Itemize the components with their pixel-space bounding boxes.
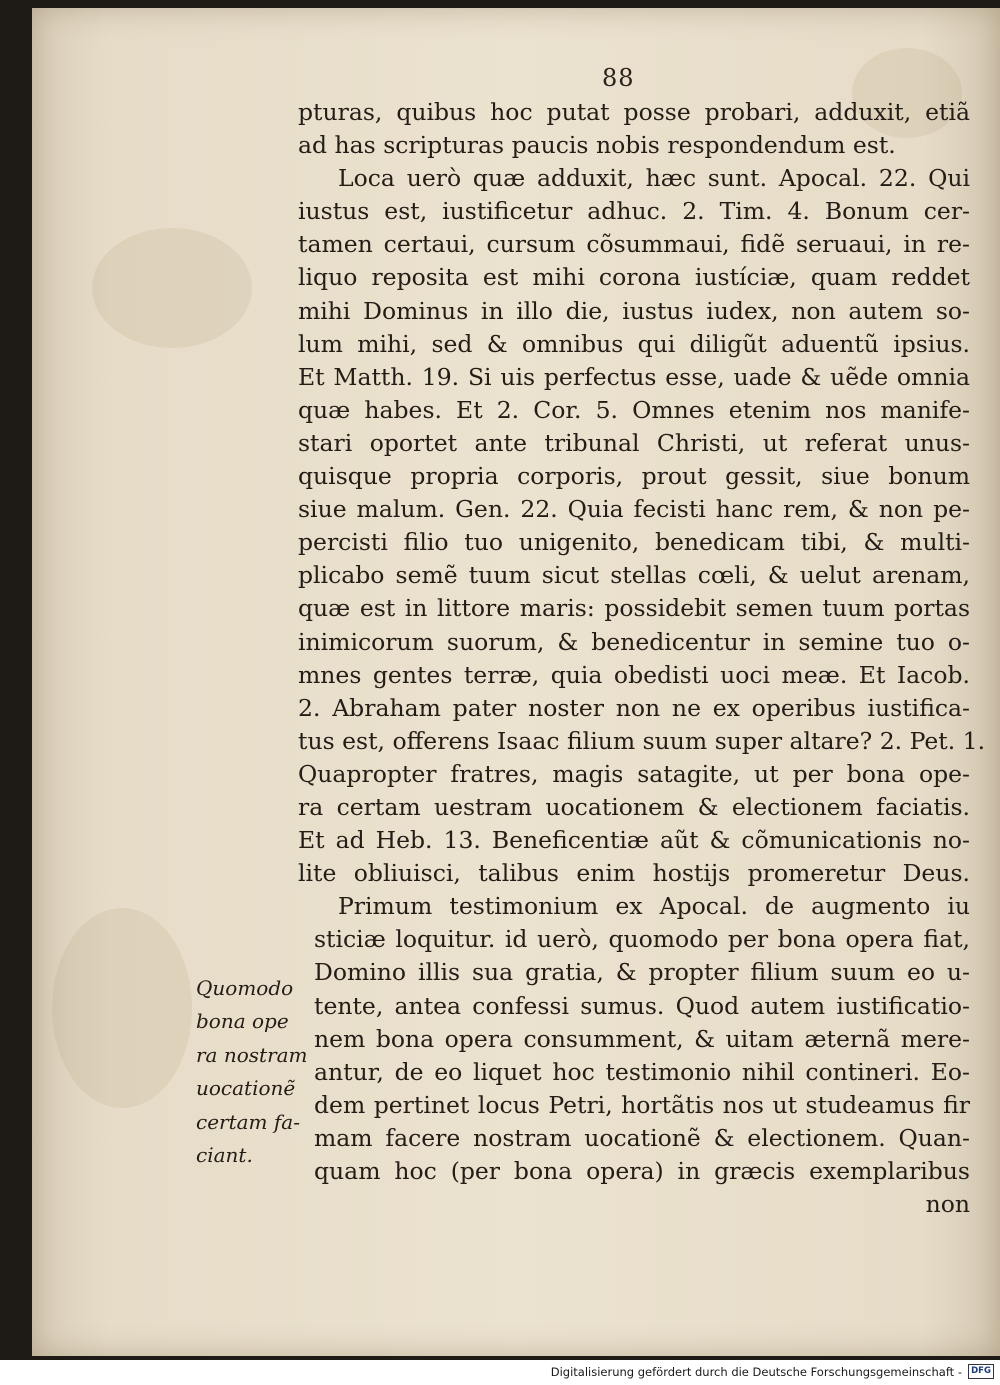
funding-credit: Digitalisierung gefördert durch die Deutsche Forschungsgemeinschaft - — [550, 1365, 962, 1379]
text-line: mihi Dominus in illo die, iustus iudex, non autem so- — [298, 296, 970, 325]
text-line: mam facere nostram uocationẽ & electionem. Quan- — [314, 1123, 970, 1152]
text-line: pturas, quibus hoc putat posse probari, adduxit, etiã — [298, 98, 970, 126]
text-line: Et ad Heb. 13. Beneficentiæ aũt & cõmunicationis no- — [298, 826, 970, 855]
text-line: ra certam uestram uocationem & electionem faciatis. — [298, 792, 970, 821]
marginal-note-line: uocationẽ — [196, 1076, 296, 1101]
marginal-note — [196, 972, 308, 1172]
catchword: non — [925, 1190, 970, 1219]
body-text — [298, 96, 986, 1221]
text-line: quæ est in littore maris: possidebit semen tuum portas — [298, 594, 970, 623]
text-line: lite obliuisci, talibus enim hostijs promeretur Deus. — [298, 859, 970, 888]
text-line: tamen certaui, cursum cõsummaui, fidẽ seruaui, in re- — [298, 230, 970, 259]
text-line: ad has scripturas paucis nobis respondendum est. — [298, 131, 896, 160]
text-line: 2. Abraham pater noster non ne ex operibus iustifica- — [298, 693, 970, 722]
text-line: Loca uerò quæ adduxit, hæc sunt. Apocal. 22. Qui — [338, 164, 970, 193]
text-line: tus est, offerens Isaac filium suum super altare? 2. Pet. 1. — [298, 726, 986, 755]
dfg-logo-icon: DFG — [968, 1364, 994, 1379]
text-line: nem bona opera consumment, & uitam æternã mere- — [314, 1024, 970, 1053]
text-line: inimicorum suorum, & benedicentur in semine tuo o- — [298, 627, 970, 656]
marginal-note-line: certam fa- — [196, 1109, 300, 1134]
marginal-note-line: Quomodo — [196, 976, 294, 1000]
text-line: Quapropter fratres, magis satagite, ut per bona ope- — [298, 759, 970, 788]
text-line: sticiæ loquitur. id uerò, quomodo per bona opera fiat, — [314, 925, 970, 954]
text-line: siue malum. Gen. 22. Quia fecisti hanc rem, & non pe- — [298, 495, 970, 524]
text-line: Et Matth. 19. Si uis perfectus esse, uade & uẽde omnia — [298, 362, 970, 391]
text-line: lum mihi, sed & omnibus qui diligũt aduentũ ipsius. — [298, 329, 970, 358]
text-line: mnes gentes terræ, quia obedisti uoci meæ. Et Iacob. — [298, 660, 970, 689]
text-line: percisti filio tuo unigenito, benedicam tibi, & multi- — [298, 528, 970, 557]
marginal-note-line: bona ope — [196, 1009, 289, 1034]
marginal-note-line: ciant. — [196, 1143, 253, 1168]
text-line: Domino illis sua gratia, & propter filium suum eo u- — [314, 958, 970, 987]
text-line: tente, antea confessi sumus. Quod autem iustificatio- — [314, 991, 970, 1020]
footer-bar — [0, 1360, 1000, 1385]
text-line: dem pertinet locus Petri, hortãtis nos ut studeamus fir — [314, 1090, 970, 1119]
text-line: quam hoc (per bona opera) in græcis exemplaribus — [314, 1157, 970, 1185]
paper-stain — [92, 228, 252, 348]
marginal-note-line: ra nostram — [196, 1042, 308, 1067]
text-line: quæ habes. Et 2. Cor. 5. Omnes etenim nos manife- — [298, 395, 970, 424]
text-line: plicabo semẽ tuum sicut stellas cœli, & uelut arenam, — [298, 561, 970, 590]
paper-stain — [52, 908, 192, 1108]
text-line: stari oportet ante tribunal Christi, ut referat unus- — [298, 428, 970, 457]
text-line: Primum testimonium ex Apocal. de augmento iu — [338, 892, 970, 921]
text-line: liquo reposita est mihi corona iustíciæ, quam reddet — [298, 263, 970, 292]
page-number: 88 — [602, 64, 635, 92]
text-line: iustus est, iustificetur adhuc. 2. Tim. 4. Bonum cer- — [298, 197, 970, 226]
text-line: antur, de eo liquet hoc testimonio nihil contineri. Eo- — [314, 1057, 970, 1086]
text-line: quisque propria corporis, prout gessit, siue bonum — [298, 462, 970, 491]
